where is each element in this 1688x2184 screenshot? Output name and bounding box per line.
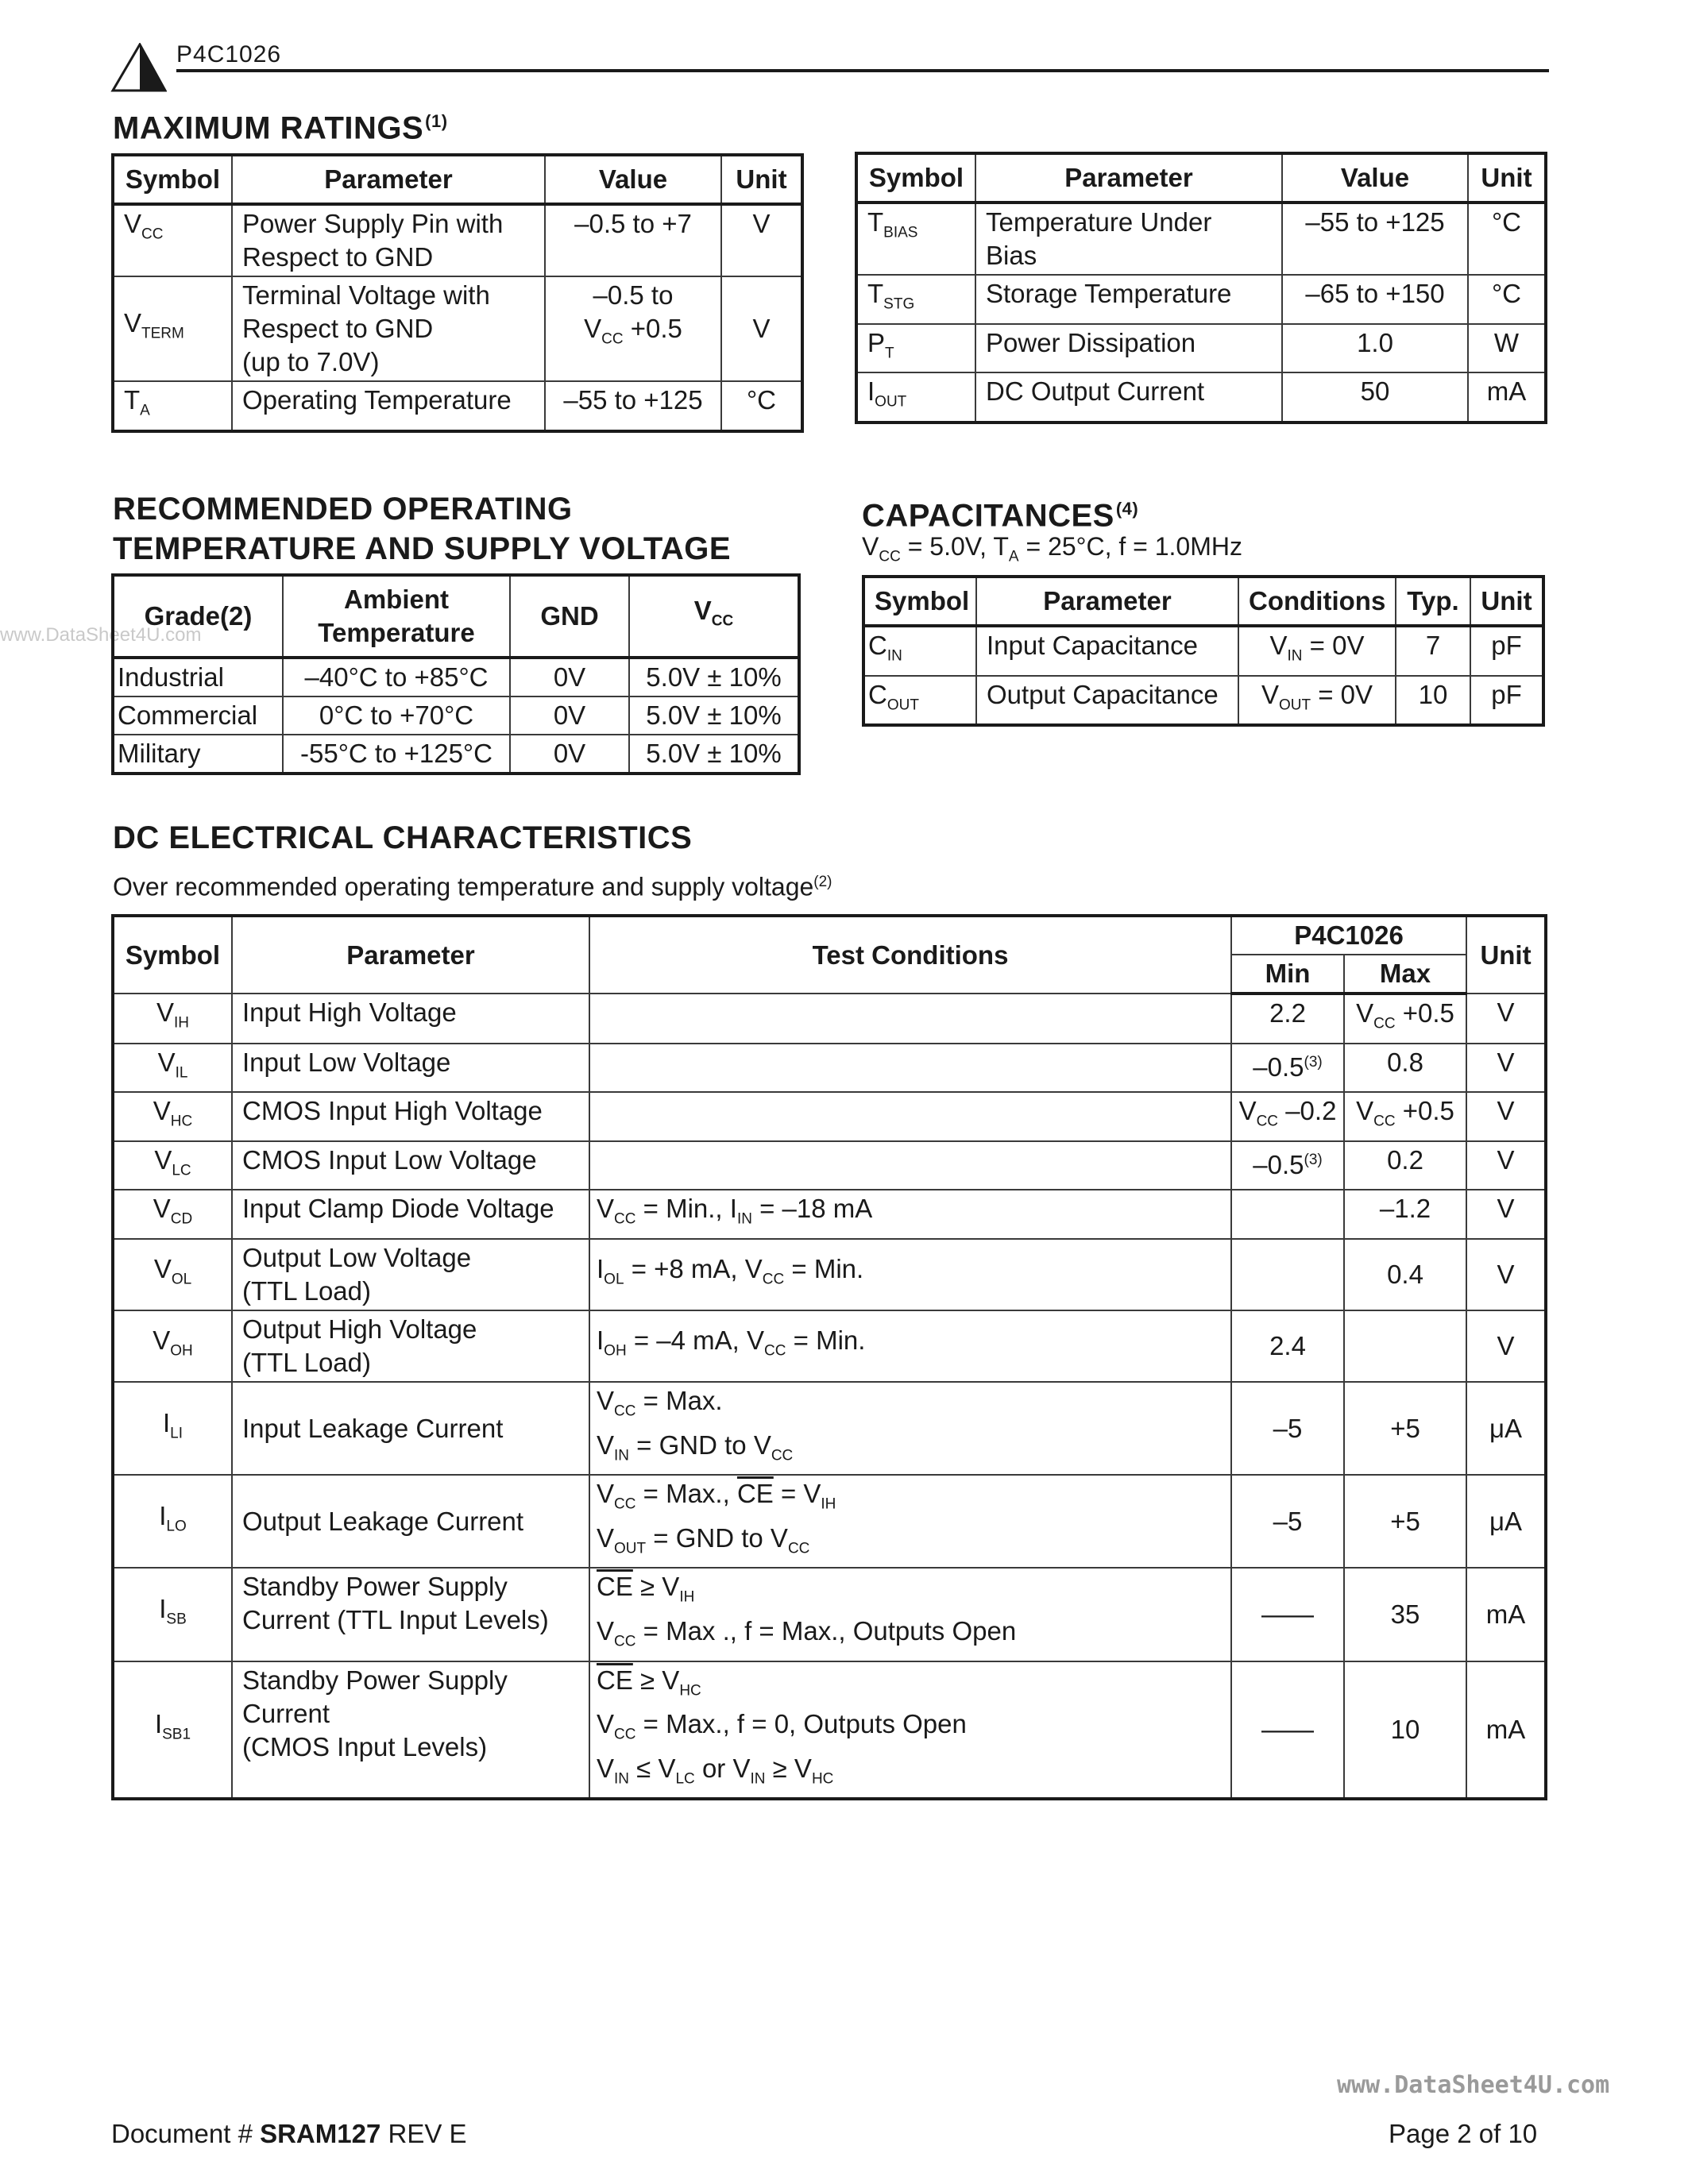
- test-cell: $V_{CC}$ = Min., $I_{IN} = -18$ mA: [589, 1190, 1231, 1239]
- dc-subtitle: Over recommended operating temperature and supply voltage$^{(2)}$: [113, 872, 832, 901]
- table-row: [863, 676, 1543, 726]
- gnd-cell: 0V: [510, 735, 629, 774]
- parameter-cell: Power Supply Pin with Respect to GND: [232, 204, 545, 276]
- symbol-cell: $V_{HC}$: [113, 1092, 232, 1141]
- symbol-cell: $T_A$: [113, 381, 232, 431]
- temperature-cell: 0°C to +70°C: [283, 696, 510, 735]
- min-cell: $V_{CC}$ –0.2: [1231, 1092, 1344, 1141]
- conditions-cell: $V_{IN} = 0V$: [1238, 626, 1396, 676]
- max-ratings-title: MAXIMUM RATINGS$^{(1)}$: [113, 110, 448, 146]
- col-header-unit: Unit: [1466, 916, 1546, 994]
- unit-cell: mA: [1466, 1568, 1546, 1661]
- symbol-cell: $V_{IL}$: [113, 1044, 232, 1093]
- parameter-cell: Terminal Voltage with Respect to GND (up to 7.0V): [232, 276, 545, 381]
- table-row: [863, 626, 1543, 676]
- max-cell: 10: [1344, 1661, 1466, 1800]
- gnd-cell: 0V: [510, 658, 629, 696]
- capacitances-table: [862, 575, 1545, 727]
- symbol-cell: $I_{LI}$: [113, 1382, 232, 1475]
- test-cell: [589, 1092, 1231, 1141]
- parameter-cell: Power Dissipation: [975, 324, 1282, 373]
- table-row: [113, 1568, 1546, 1661]
- table-row: [113, 204, 802, 276]
- unit-cell: °C: [721, 381, 802, 431]
- parameter-cell: Temperature Under Bias: [975, 203, 1282, 275]
- value-cell: 1.0: [1282, 324, 1468, 373]
- parameter-cell: Standby Power Supply Current (TTL Input Levels): [232, 1568, 589, 1661]
- test-cell: $\overline{CE} \ge V_{IH}$ $V_{CC}$ = Max ., f = Max., Outputs Open: [589, 1568, 1231, 1661]
- table-row: [113, 696, 799, 735]
- max-cell: 0.4: [1344, 1239, 1466, 1310]
- unit-cell: pF: [1470, 626, 1543, 676]
- col-header-part: P4C1026: [1231, 916, 1466, 955]
- value-cell: –0.5 to +7: [545, 204, 721, 276]
- max-cell: 0.2: [1344, 1141, 1466, 1190]
- symbol-cell: $I_{SB}$: [113, 1568, 232, 1661]
- unit-cell: V: [1466, 1044, 1546, 1093]
- parameter-cell: Storage Temperature: [975, 275, 1282, 324]
- table-row: [856, 372, 1546, 423]
- symbol-cell: $T_{BIAS}$: [856, 203, 975, 275]
- symbol-cell: $V_{IH}$: [113, 994, 232, 1044]
- symbol-cell: $V_{LC}$: [113, 1141, 232, 1190]
- symbol-cell: $T_{STG}$: [856, 275, 975, 324]
- header-doc-id: P4C1026: [176, 41, 282, 68]
- max-ratings-table-right: [855, 152, 1547, 424]
- table-row: [113, 1141, 1546, 1190]
- min-cell: 2.4: [1231, 1310, 1344, 1382]
- grade-cell: Commercial: [113, 696, 283, 735]
- max-cell: 0.8: [1344, 1044, 1466, 1093]
- min-cell: –0.5$^{(3)}$: [1231, 1141, 1344, 1190]
- col-header-parameter: Parameter: [975, 153, 1282, 203]
- unit-cell: V: [721, 276, 802, 381]
- value-cell: 50: [1282, 372, 1468, 423]
- dc-title: DC ELECTRICAL CHARACTERISTICS: [113, 820, 693, 855]
- company-logo: [110, 43, 167, 92]
- col-header-parameter: Parameter: [232, 916, 589, 994]
- unit-cell: V: [1466, 994, 1546, 1044]
- parameter-cell: Input Capacitance: [976, 626, 1238, 676]
- table-row: [113, 994, 1546, 1044]
- test-cell: $I_{OH} = -4$ mA, $V_{CC}$ = Min.: [589, 1310, 1231, 1382]
- unit-cell: V: [1466, 1190, 1546, 1239]
- parameter-cell: Output High Voltage (TTL Load): [232, 1310, 589, 1382]
- grade-cell: Military: [113, 735, 283, 774]
- col-header-symbol: Symbol: [856, 153, 975, 203]
- symbol-cell: $V_{CD}$: [113, 1190, 232, 1239]
- col-header-unit: Unit: [1470, 577, 1543, 626]
- test-cell: [589, 994, 1231, 1044]
- col-header-value: Value: [545, 155, 721, 204]
- temperature-cell: -55°C to +125°C: [283, 735, 510, 774]
- vcc-cell: 5.0V ± 10%: [629, 735, 799, 774]
- parameter-cell: Input Low Voltage: [232, 1044, 589, 1093]
- col-header-symbol: Symbol: [113, 155, 232, 204]
- table-row: [113, 276, 802, 381]
- col-header-symbol: Symbol: [113, 916, 232, 994]
- vcc-cell: 5.0V ± 10%: [629, 696, 799, 735]
- unit-cell: V: [1466, 1310, 1546, 1382]
- unit-cell: μA: [1466, 1382, 1546, 1475]
- recommended-table: [111, 573, 801, 775]
- parameter-cell: Standby Power Supply Current (CMOS Input Levels): [232, 1661, 589, 1800]
- unit-cell: V: [721, 204, 802, 276]
- parameter-cell: Operating Temperature: [232, 381, 545, 431]
- temperature-cell: –40°C to +85°C: [283, 658, 510, 696]
- recommended-title: RECOMMENDED OPERATING TEMPERATURE AND SUPPLY VOLTAGE: [113, 492, 732, 566]
- table-row: [113, 1239, 1546, 1310]
- test-cell: $V_{CC}$ = Max. $V_{IN}$ = GND to $V_{CC}$: [589, 1382, 1231, 1475]
- unit-cell: V: [1466, 1092, 1546, 1141]
- table-row: [113, 658, 799, 696]
- footer-page-number: Page 2 of 10: [1389, 2119, 1538, 2148]
- col-header-unit: Unit: [721, 155, 802, 204]
- symbol-cell: $I_{SB1}$: [113, 1661, 232, 1800]
- value-cell: –0.5 to $V_{CC} +0.5$: [545, 276, 721, 381]
- col-header-typ: Typ.: [1396, 577, 1470, 626]
- min-cell: –5: [1231, 1475, 1344, 1568]
- watermark-left: www.DataSheet4U.com: [0, 624, 202, 646]
- unit-cell: mA: [1468, 372, 1546, 423]
- unit-cell: pF: [1470, 676, 1543, 726]
- unit-cell: V: [1466, 1141, 1546, 1190]
- parameter-cell: Input High Voltage: [232, 994, 589, 1044]
- symbol-cell: $I_{LO}$: [113, 1475, 232, 1568]
- unit-cell: W: [1468, 324, 1546, 373]
- table-row: [856, 275, 1546, 324]
- unit-cell: mA: [1466, 1661, 1546, 1800]
- table-row: [113, 1661, 1546, 1800]
- col-header-vcc: $V_{CC}$: [629, 575, 799, 658]
- table-row: [113, 381, 802, 431]
- table-row: [113, 1310, 1546, 1382]
- capacitances-title: CAPACITANCES$^{(4)}$: [862, 498, 1139, 534]
- capacitances-conditions: $V_{CC} = 5.0V$, $T_A = 25^\circ C$, f = 1.0MHz: [862, 532, 1242, 565]
- min-cell: –5: [1231, 1382, 1344, 1475]
- table-row: [856, 324, 1546, 373]
- header-rule: [176, 69, 1549, 72]
- parameter-cell: Output Leakage Current: [232, 1475, 589, 1568]
- symbol-cell: $V_{OL}$: [113, 1239, 232, 1310]
- dc-table: [111, 914, 1547, 1800]
- col-header-value: Value: [1282, 153, 1468, 203]
- max-cell: [1344, 1310, 1466, 1382]
- footer-document-number: Document # SRAM127 REV E: [111, 2119, 467, 2148]
- parameter-cell: DC Output Current: [975, 372, 1282, 423]
- col-header-test-conditions: Test Conditions: [589, 916, 1231, 994]
- max-cell: 35: [1344, 1568, 1466, 1661]
- value-cell: –55 to +125: [545, 381, 721, 431]
- max-ratings-table-left: [111, 153, 804, 433]
- symbol-cell: $V_{OH}$: [113, 1310, 232, 1382]
- test-cell: [589, 1044, 1231, 1093]
- table-row: [113, 1044, 1546, 1093]
- col-header-ambient: Ambient Temperature: [283, 575, 510, 658]
- value-cell: –55 to +125: [1282, 203, 1468, 275]
- min-cell: –0.5$^{(3)}$: [1231, 1044, 1344, 1093]
- col-header-symbol: Symbol: [863, 577, 976, 626]
- col-header-min: Min: [1231, 955, 1344, 994]
- min-cell: ——: [1231, 1568, 1344, 1661]
- unit-cell: °C: [1468, 275, 1546, 324]
- typ-cell: 10: [1396, 676, 1470, 726]
- value-cell: –65 to +150: [1282, 275, 1468, 324]
- max-cell: +5: [1344, 1475, 1466, 1568]
- unit-cell: μA: [1466, 1475, 1546, 1568]
- parameter-cell: CMOS Input Low Voltage: [232, 1141, 589, 1190]
- max-cell: –1.2: [1344, 1190, 1466, 1239]
- parameter-cell: Output Capacitance: [976, 676, 1238, 726]
- col-header-parameter: Parameter: [976, 577, 1238, 626]
- max-cell: $V_{CC} +0.5$: [1344, 1092, 1466, 1141]
- col-header-conditions: Conditions: [1238, 577, 1396, 626]
- conditions-cell: $V_{OUT} = 0V$: [1238, 676, 1396, 726]
- parameter-cell: Output Low Voltage (TTL Load): [232, 1239, 589, 1310]
- table-row: [113, 1382, 1546, 1475]
- table-row: [113, 1092, 1546, 1141]
- col-header-max: Max: [1344, 955, 1466, 994]
- min-cell: ——: [1231, 1661, 1344, 1800]
- min-cell: [1231, 1190, 1344, 1239]
- vcc-cell: 5.0V ± 10%: [629, 658, 799, 696]
- min-cell: 2.2: [1231, 994, 1344, 1044]
- symbol-cell: $V_{CC}$: [113, 204, 232, 276]
- table-row: [113, 1190, 1546, 1239]
- col-header-unit: Unit: [1468, 153, 1546, 203]
- max-cell: $V_{CC} +0.5$: [1344, 994, 1466, 1044]
- test-cell: $V_{CC}$ = Max., $\overline{CE} = V_{IH}$ $V_{OUT}$ = GND to $V_{CC}$: [589, 1475, 1231, 1568]
- table-row: [856, 203, 1546, 275]
- test-cell: $I_{OL} = +8$ mA, $V_{CC}$ = Min.: [589, 1239, 1231, 1310]
- unit-cell: °C: [1468, 203, 1546, 275]
- watermark-right: www.DataSheet4U.com: [1337, 2071, 1610, 2099]
- col-header-grade: Grade(2): [113, 575, 283, 658]
- col-header-parameter: Parameter: [232, 155, 545, 204]
- parameter-cell: Input Leakage Current: [232, 1382, 589, 1475]
- parameter-cell: Input Clamp Diode Voltage: [232, 1190, 589, 1239]
- min-cell: [1231, 1239, 1344, 1310]
- test-cell: [589, 1141, 1231, 1190]
- col-header-gnd: GND: [510, 575, 629, 658]
- symbol-cell: $I_{OUT}$: [856, 372, 975, 423]
- gnd-cell: 0V: [510, 696, 629, 735]
- typ-cell: 7: [1396, 626, 1470, 676]
- parameter-cell: CMOS Input High Voltage: [232, 1092, 589, 1141]
- table-row: [113, 1475, 1546, 1568]
- table-row: [113, 735, 799, 774]
- symbol-cell: $P_T$: [856, 324, 975, 373]
- grade-cell: Industrial: [113, 658, 283, 696]
- max-cell: +5: [1344, 1382, 1466, 1475]
- unit-cell: V: [1466, 1239, 1546, 1310]
- symbol-cell: $C_{IN}$: [863, 626, 976, 676]
- symbol-cell: $V_{TERM}$: [113, 276, 232, 381]
- symbol-cell: $C_{OUT}$: [863, 676, 976, 726]
- test-cell: $\overline{CE} \ge V_{HC}$ $V_{CC}$ = Max., f = 0, Outputs Open $V_{IN} \le V_{LC}$ or $V_{IN} \ge V_{HC}$: [589, 1661, 1231, 1800]
